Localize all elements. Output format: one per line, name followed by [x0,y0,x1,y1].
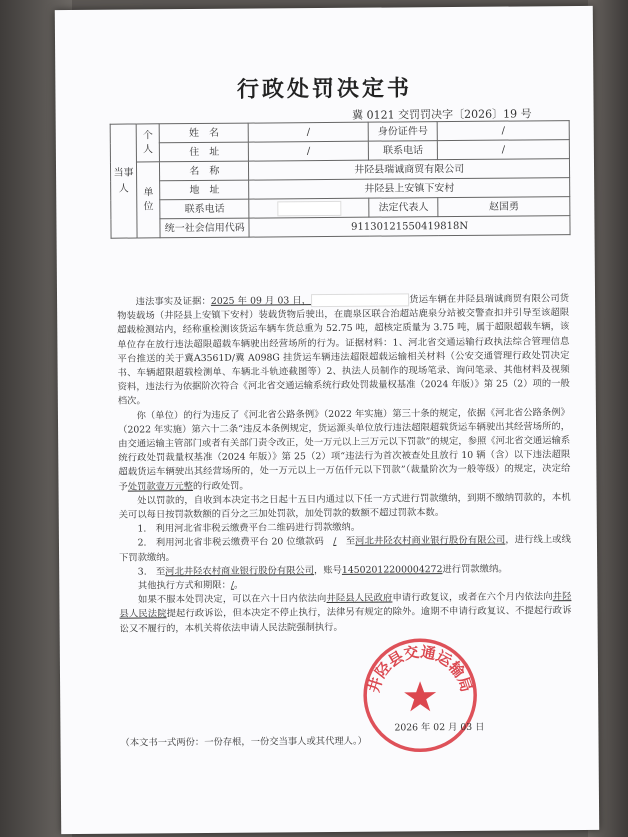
document-paper [55,6,599,834]
payment-method-3: 3. 至河北井陉农村商业银行股份有限公司，账号14502012200004272进行罚款缴纳。 [137,563,508,578]
unit-name-value: 井陉县瑞诚商贸有限公司 [249,159,570,181]
document-title: 行政处罚决定书 [236,75,412,103]
unit-credit-code-label: 统一社会信用代码 [160,218,249,238]
seal-text: 井陉县交通运输局 [364,642,476,695]
document-date: 2026 年 02 月 03 日 [394,721,485,734]
other-execution-paragraph: 其他执行方式和期限：/。 [137,579,244,592]
payment-method-2: 2. 利用河北省非税云缴费平台 20 位缴款码 / 至河北井陉农村商业银行股份有限公司，进行线上或线下罚款缴纳。 [119,534,571,564]
unit-legal-rep-value: 赵国勇 [438,197,570,217]
document-body [117,292,572,636]
payment-method-1: 1. 利用河北省非税云缴费平台二维码进行罚款缴纳。 [137,521,361,535]
individual-address-value: / [249,141,369,161]
individual-label: 个人 [136,124,160,162]
legal-basis-paragraph: 你（单位）的行为违反了《河北省公路条例》（2022 年实施）第三十条的规定，依据《河北省公路条例》（2022 年实施）第六十二条“违反本条例规定，货运源头单位放行违法超限超载货运车辆驶出其经营场所的，由交通运输主管部门或者有关部门责令改正，处一万元以上三万元以下罚款”的规定，参照《河北省交通运输系统行政处罚裁量权基准（2024 年版）》第 25（2）项“违法行为首次被查处且放行 10 辆（含）以下违法超限超载货运车辆驶出其经营场所的，处一万元以上一万伍仟元以下罚款”（裁量阶次为一般等级）的规定，决定给予处罚款壹万元整的行政处罚。 [118,406,571,493]
unit-label: 单位 [136,162,160,238]
party-label: 当事人 [110,124,137,238]
unit-address-value: 井陉县上安镇下安村 [249,178,570,200]
redacted-phone [277,200,341,216]
individual-name-label: 姓 名 [159,123,248,143]
unit-phone-value [249,198,369,218]
official-seal-icon [360,635,481,756]
facts-paragraph: 违法事实及证据：2025 年 09 月 03 日， 货运车辆在井陉县瑞诚商贸有限公司货物装载场（井陉县上安镇下安村）装载货物后驶出，在鹿泉区联合治超站鹿泉分站被交警查扣并引导至该超限超载检测站内，经称重检测该货运车辆车货总重为 52.75 吨，超核定质量为 3.75 吨，属于超限超载车辆，该单位存在放行违法超限超载车辆驶出经营场所的行为。证据材料：1、河北省交通运输行政执法综合管理信息平台推送的关于冀A3561D/冀 A098G 挂货运车辆违法超限超载运输相关材料（公安交通管理行政处罚决定书、车辆超限超载检测单、车辆北斗轨迹截图等）2、执法人员制作的现场笔录、询问笔录、其他材料及视频资料，违法行为依据阶次符合《河北省交通运输系统行政处罚裁量权基准（2024 年版）》第 25（2）项的一般档次。 [117,293,570,408]
penalty-text: 处罚款壹万元整 [127,480,193,493]
unit-credit-code-value: 91130121550419818N [249,216,570,238]
unit-name-label: 名 称 [160,161,249,181]
appeal-paragraph: 如果不服本处罚决定，可以在六十日内依法向井陉县人民政府申请行政复议，或者在六个月内依法向井陉县人民法院提起行政诉讼，但本决定不停止执行，法律另有规定的除外。逾期不申请行政复议、不提起行政诉讼又不履行的，本机关将依法申请人民法院强制执行。 [119,591,572,635]
unit-phone-label: 联系电话 [160,199,249,219]
individual-phone-label: 联系电话 [368,141,437,161]
individual-id-label: 身份证件号 [368,122,437,142]
unit-address-label: 地 址 [160,180,249,200]
document-number: 冀 0121 交罚罚决字〔2026〕19 号 [352,107,532,122]
individual-name-value: / [248,122,368,142]
redacted-plate [311,293,409,307]
individual-address-label: 住 址 [160,142,249,162]
party-info-table [110,120,571,239]
document-footer: （本文书一式两份：一份存根，一份交当事人或其代理人。） [120,735,367,749]
payment-deadline-paragraph: 处以罚款的，自收到本决定书之日起十五日内通过以下任一方式进行罚款缴纳，到期不缴纳罚款的，本机关可以每日按罚款数额的百分之三加处罚款，加处罚款的数额不超过罚款本数。 [118,491,571,521]
unit-legal-rep-label: 法定代表人 [369,198,438,218]
individual-id-value: / [437,121,569,141]
individual-phone-value: / [438,140,570,160]
